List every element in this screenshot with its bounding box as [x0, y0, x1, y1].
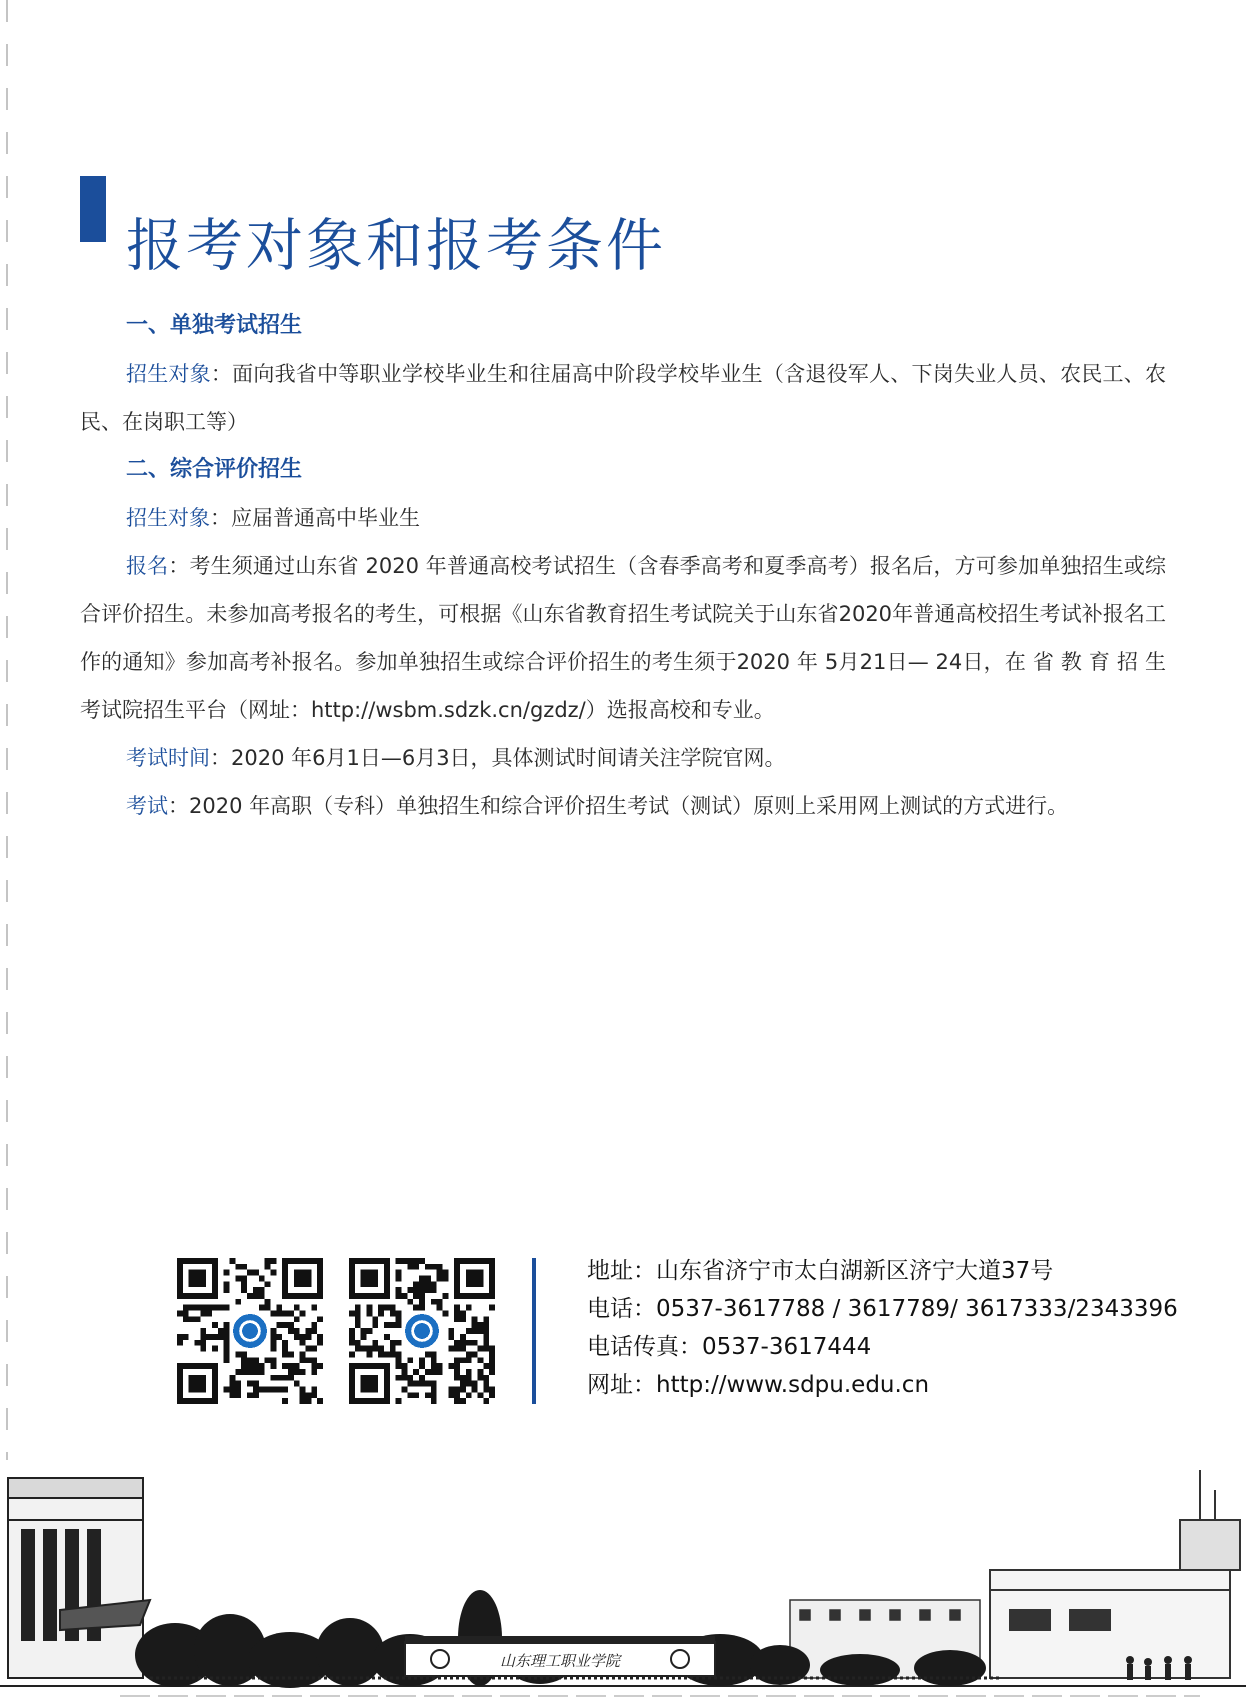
contact-phone: 电话：0537-3617788 / 3617789/ 3617333/2343396	[587, 1296, 1178, 1322]
qr-code-graphic-1	[172, 1258, 328, 1404]
label-target-1: 招生对象	[126, 362, 211, 386]
section-title-comprehensive-eval: 二、综合评价招生	[126, 457, 303, 482]
contact-fax: 电话传真：0537-3617444	[587, 1334, 872, 1360]
right-building	[990, 1470, 1240, 1678]
gate-sign-text: 山东理工职业学院	[499, 1652, 621, 1670]
qr-code-icon	[172, 1258, 328, 1404]
paragraph-independent-target	[80, 350, 1166, 446]
label-exam-time: 考试时间	[126, 746, 210, 770]
contact-info	[587, 1252, 1178, 1404]
school-logo-icon	[231, 1312, 268, 1349]
paragraph-registration	[80, 542, 1166, 734]
label-target-2: 招生对象	[126, 506, 210, 530]
text-exam: ：2020 年高职（专科）单独招生和综合评价招生考试（测试）原则上采用网上测试的方式进行。	[168, 794, 1069, 818]
contact-address: 地址：山东省济宁市太白湖新区济宁大道37号	[587, 1258, 1054, 1284]
text-target-1: ：面向我省中等职业学校毕业生和往届高中阶段学校毕业生（含退役军人、下岗失业人员、农民工、农民、在岗职工等）	[80, 362, 1167, 434]
campus-gate	[405, 1636, 715, 1676]
left-building	[8, 1478, 150, 1678]
content-body	[80, 302, 1166, 830]
title-accent-bar	[80, 176, 106, 242]
qr-code-graphic-2	[344, 1258, 500, 1404]
contact-website[interactable]: 网址：http://www.sdpu.edu.cn	[587, 1372, 930, 1398]
section-title-independent-exam: 一、单独考试招生	[126, 313, 303, 338]
label-registration: 报名	[126, 554, 169, 578]
qr-code-icon	[344, 1258, 500, 1404]
paragraph-exam	[80, 782, 1166, 830]
text-target-2: ：应届普通高中毕业生	[210, 506, 420, 530]
text-registration: ：考生须通过山东省 2020 年普通高校考试招生（含春季高考和夏季高考）报名后，方可参加单独招生或综合评价招生。未参加高考报名的考生，可根据《山东省教育招生考试院关于山东省2020年普通高校招生考试补报名工作的通知》参加高考补报名。参加单独招生或综合评价招生的考生须于2020 年 5月21日— 24日，在 省 教 育 招 生考试院招生平台（网址：http://wsbm.sdzk.cn/gzdz/）选报高校和专业。	[80, 554, 1166, 722]
page-title: 报考对象和报考条件	[126, 213, 666, 280]
paragraph-exam-time	[80, 734, 1166, 782]
school-logo-icon	[403, 1312, 440, 1349]
paragraph-comprehensive-target	[80, 494, 1166, 542]
text-exam-time: ：2020 年6月1日—6月3日，具体测试时间请关注学院官网。	[210, 746, 786, 770]
label-exam: 考试	[126, 794, 168, 818]
contact-divider	[532, 1258, 536, 1404]
campus-illustration	[0, 1460, 1246, 1704]
page-edge-dashes	[6, 0, 8, 1460]
